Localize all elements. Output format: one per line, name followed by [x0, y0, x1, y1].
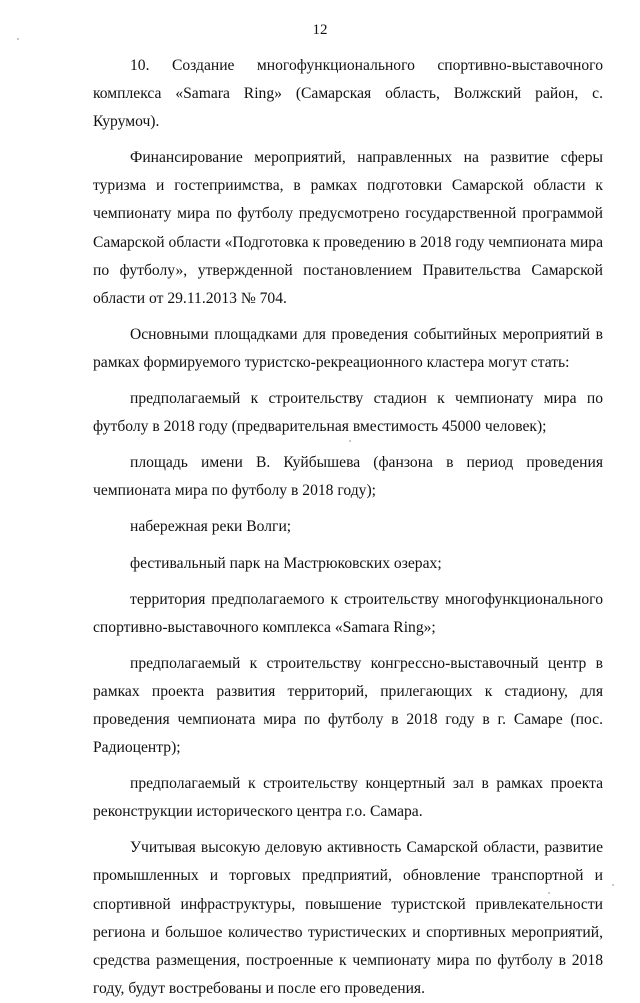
scan-speck	[612, 884, 614, 886]
page-number: 12	[312, 22, 328, 38]
venue-item-congress-center: предполагаемый к строительству конгрессно-выставочный центр в рамках проекта развития территорий, прилегающих к стадиону, для проведения чемпионата мира по футболу в 2018 году в г. Самаре (пос. Радиоцентр);	[93, 654, 603, 757]
body-text	[93, 52, 603, 1003]
paragraph-venues-intro: Основными площадками для проведения событийных мероприятий в рамках формируемого туристско-рекреационного кластера могут стать:	[93, 325, 603, 371]
venue-item-festival-park: фестивальный парк на Мастрюковских озерах;	[130, 554, 442, 572]
venue-item-stadium: предполагаемый к строительству стадион к чемпионату мира по футболу в 2018 году (предварительная вместимость 45000 человек);	[93, 390, 603, 436]
paragraph-samara-ring-item: 10. Создание многофункционального спортивно-выставочного комплекса «Samara Ring» (Самарская область, Волжский район, с. Курумоч).	[93, 57, 603, 131]
paragraph-conclusion: Учитывая высокую деловую активность Самарской области, развитие промышленных и торговых предприятий, обновление транспортной и спортивной инфраструктуры, повышение туристской привлекательности региона и большое количество туристических и спортивных мероприятий, средства размещения, построенные к чемпионату мира по футболу в 2018 году, будут востребованы и после его проведения.	[93, 839, 603, 997]
scan-speck	[349, 440, 351, 442]
venue-item-concert-hall: предполагаемый к строительству концертный зал в рамках проекта реконструкции исторического центра г.о. Самара.	[93, 775, 603, 821]
paragraph-financing: Финансирование мероприятий, направленных на развитие сферы туризма и гостеприимства, в рамках подготовки Самарской области к чемпионату мира по футболу предусмотрено государственной программой Самарской области «Подготовка к проведению в 2018 году чемпионата мира по футболу», утвержденной постановлением Правительства Самарской области от 29.11.2013 № 704.	[93, 149, 604, 307]
venue-item-kuibyshev-square: площадь имени В. Куйбышева (фанзона в период проведения чемпионата мира по футболу в 2018 году);	[93, 454, 603, 500]
venue-item-samara-ring-territory: территория предполагаемого к строительству многофункционального спортивно-выставочного комплекса «Samara Ring»;	[93, 590, 603, 636]
scan-speck	[548, 892, 550, 894]
scan-speck	[17, 38, 19, 40]
venue-item-volga-embankment: набережная реки Волги;	[130, 518, 292, 536]
